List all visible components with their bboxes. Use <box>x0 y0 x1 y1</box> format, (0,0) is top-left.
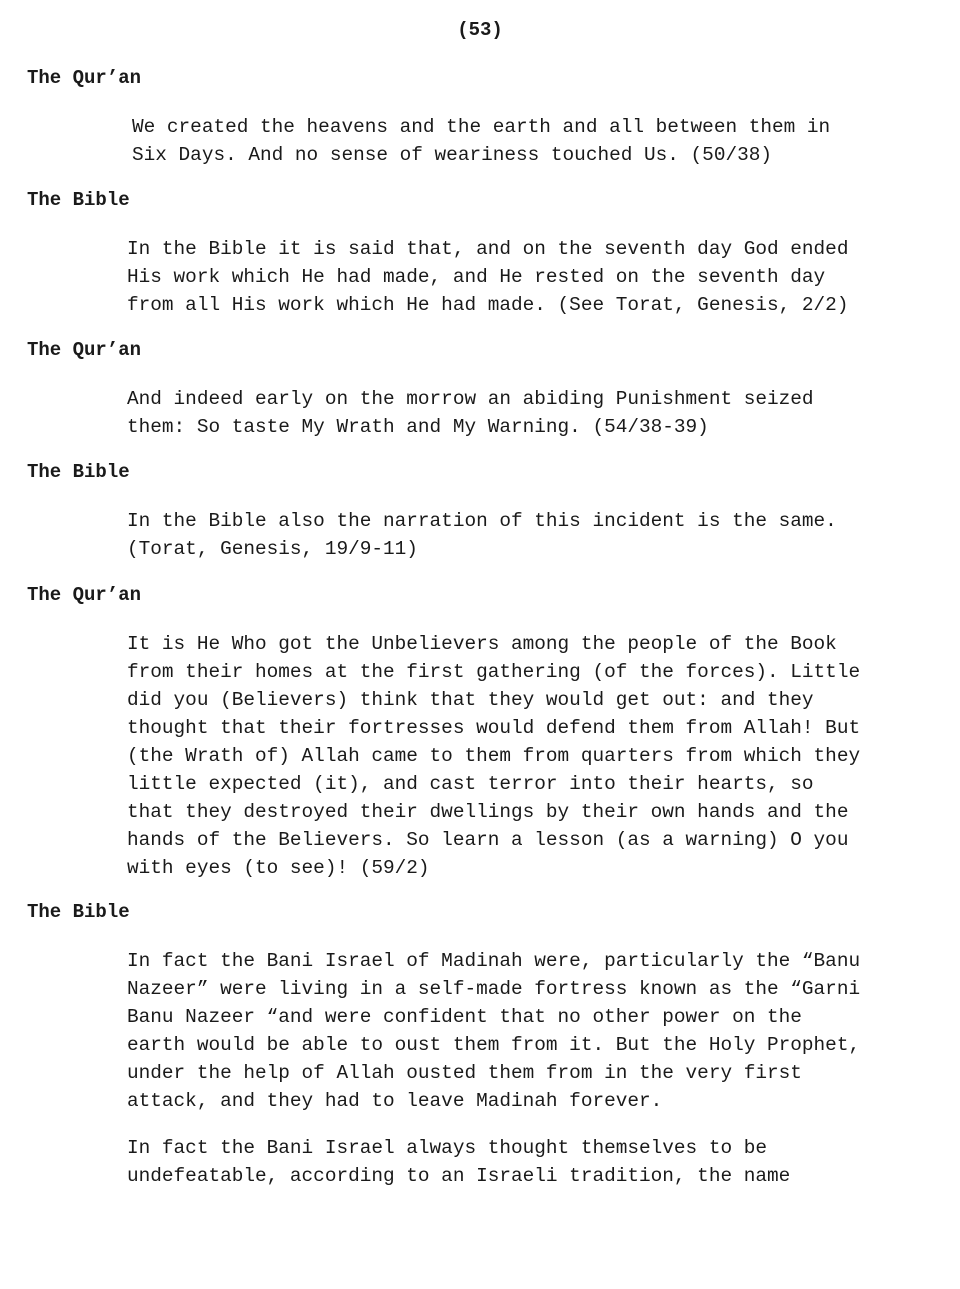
quote-paragraph: In the Bible also the narration of this incident is the same. (Torat, Genesis, 19/9-11) <box>127 510 837 560</box>
body-paragraph: In fact the Bani Israel of Madinah were, particularly the “Banu Nazeer” were living in a self-made fortress known as the “Garni Banu Nazeer “and were confident that no other power on the earth would be able to oust them from it. But the Holy Prophet, under the help of Allah ousted them from in the very first attack, and they had to leave Madinah forever. <box>127 950 861 1112</box>
quote-paragraph: And indeed early on the morrow an abiding Punishment seized them: So taste My Wrath and My Warning. (54/38-39) <box>127 388 814 438</box>
page-number: (53) <box>457 19 503 41</box>
section-heading: The Qur’an <box>27 339 142 361</box>
body-paragraph: In fact the Bani Israel always thought themselves to be undefeatable, according to an Israeli tradition, the name <box>127 1137 791 1187</box>
section-heading: The Qur’an <box>27 67 142 89</box>
quote-paragraph: We created the heavens and the earth and all between them in Six Days. And no sense of weariness touched Us. (50/38) <box>132 116 831 166</box>
section-heading: The Bible <box>27 189 130 211</box>
section-heading: The Bible <box>27 901 130 923</box>
section-heading: The Bible <box>27 461 130 483</box>
quote-paragraph: In the Bible it is said that, and on the seventh day God ended His work which He had made, and He rested on the seventh day from all His work which He had made. (See Torat, Genesis, 2/2) <box>127 238 849 316</box>
section-heading: The Qur’an <box>27 584 142 606</box>
quote-paragraph: It is He Who got the Unbelievers among the people of the Book from their homes at the first gathering (of the forces). Little did you (Believers) think that they would get out: and they thought that their fortresses would defend them from Allah! But (the Wrath of) Allah came to them from quarters from which they little expected (it), and cast terror into their hearts, so that they destroyed their dwellings by their own hands and the hands of the Believers. So learn a lesson (as a warning) O you with eyes (to see)! (59/2) <box>127 633 861 879</box>
